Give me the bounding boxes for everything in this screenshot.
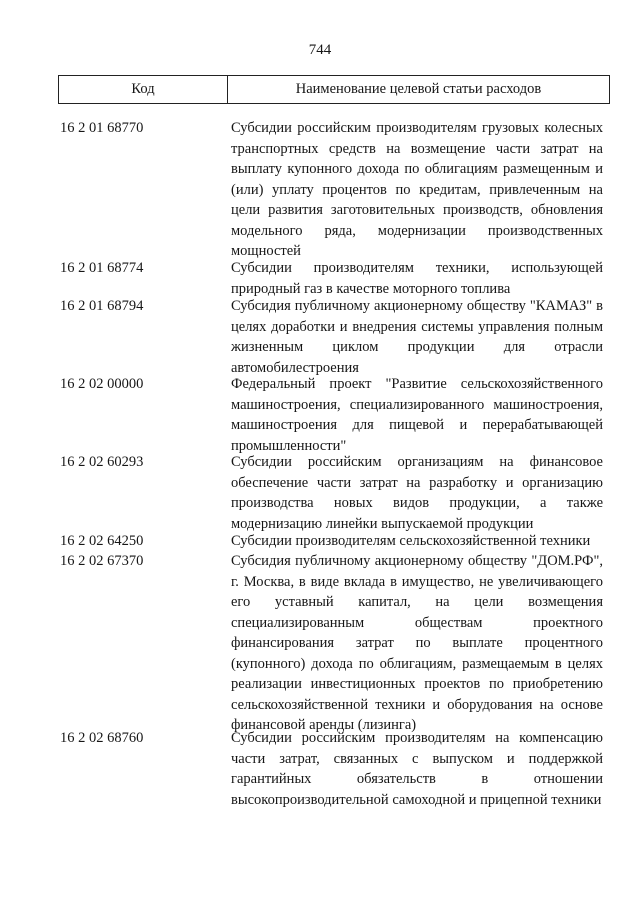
row-description: Субсидия публичному акционерному обществу "КАМАЗ" в целях доработки и внедрения системы управления полным жизненным циклом продукции для отрасли автомобилестроения (231, 298, 603, 376)
row-description: Субсидии производителям техники, использующей природный газ в качестве моторного топлива (231, 260, 603, 297)
row-description: Субсидии российским организациям на финансовое обеспечение части затрат на разработку и организацию производства новых видов продукции, а также модернизацию линейки выпускаемой продукции (231, 454, 603, 532)
row-code: 16 2 01 68770 (60, 120, 144, 136)
row-description: Субсидии российским производителям грузовых колесных транспортных средств на возмещение части затрат на выплату купонного дохода по облигациям размещенным и (или) уплату процентов по кредитам, привлеченным на цели развития заготовительных производств, обновления модельного ряда, модернизации производственных мощностей (231, 120, 603, 259)
row-code: 16 2 02 68760 (60, 730, 144, 746)
header-name: Наименование целевой статьи расходов (295, 81, 542, 97)
row-description: Федеральный проект "Развитие сельскохозяйственного машиностроения, специализированного машиностроения, машиностроения для пищевой и перерабатывающей промышленности" (231, 376, 603, 454)
table-header (58, 75, 610, 104)
row-description: Субсидия публичному акционерному обществу "ДОМ.РФ", г. Москва, в виде вклада в имущество, не увеличивающего его уставный капитал, на цели возмещения специализированным обществам проектного финансирования затрат по выплате процентного (купонного) дохода по облигациям, размещаемым в целях реализации инвестиционных проектов по приобретению сельскохозяйственной техники и оборудования на основе финансовой аренды (лизинга) (231, 553, 603, 733)
row-description: Субсидии российским производителям на компенсацию части затрат, связанных с выпуском и поддержкой гарантийных обязательств в отношении высокопроизводительной самоходной и прицепной техники (231, 730, 603, 808)
row-code: 16 2 02 60293 (60, 454, 144, 470)
header-code: Код (59, 76, 228, 103)
row-code: 16 2 02 64250 (60, 533, 144, 549)
row-description: Субсидии производителям сельскохозяйственной техники (231, 533, 591, 549)
row-code: 16 2 01 68794 (60, 298, 144, 314)
row-code: 16 2 02 67370 (60, 553, 144, 569)
row-code: 16 2 01 68774 (60, 260, 144, 276)
page-number: 744 (308, 42, 332, 58)
row-code: 16 2 02 00000 (60, 376, 144, 392)
